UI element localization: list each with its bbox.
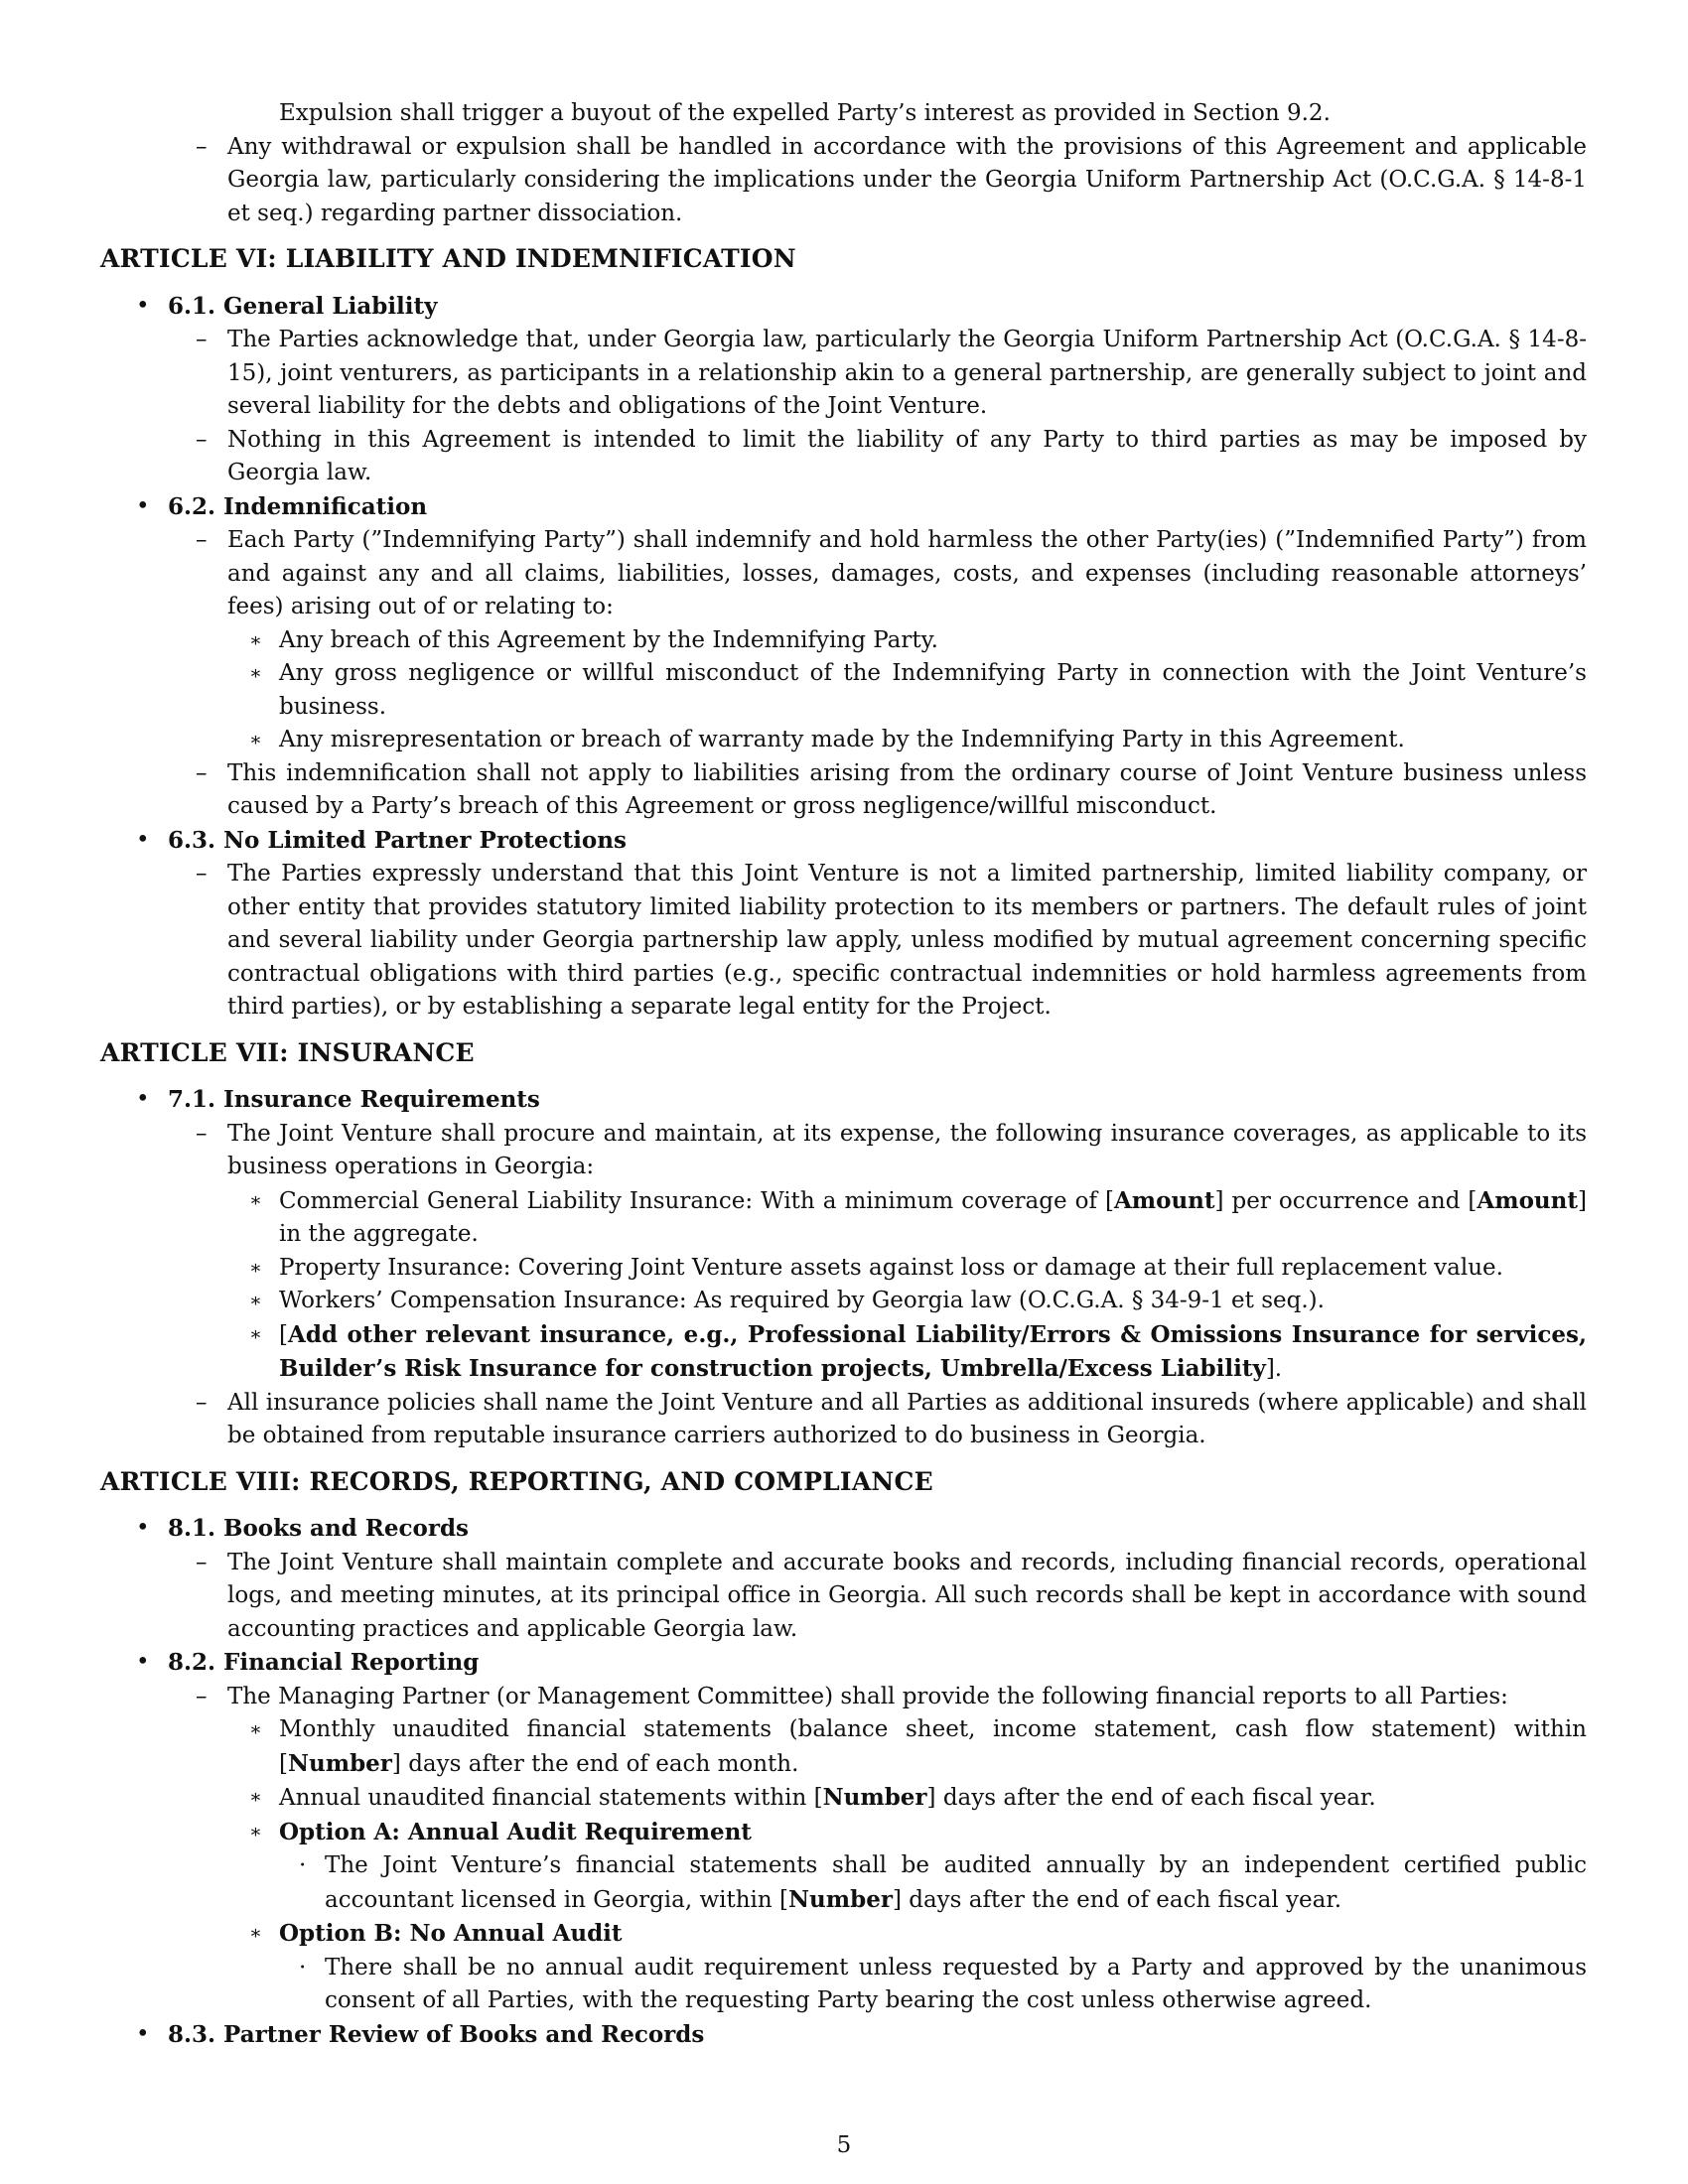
asterisk-marker: ∗ [249,1290,262,1311]
list-item: – The Joint Venture shall maintain complete and accurate books and records, including financial records, operational logs, and meeting minutes, at its principal office in Georgia. All such records shall be kept in accordance with sound accounting practices and applicable Georgia law. [100,1547,1587,1647]
list-item: – All insurance policies shall name the Joint Venture and all Parties as additional insureds (where applicable) and shall be obtained from reputable insurance carriers authorized to do business in Georgia. [100,1387,1587,1453]
asterisk-marker: ∗ [249,1718,262,1740]
asterisk-marker: ∗ [249,1322,262,1345]
list-item: – The Parties acknowledge that, under Georgia law, particularly the Georgia Uniform Partnership Act (O.C.G.A. § 14-8-15), joint venturers, as participants in a relationship akin to a general partnership, are generally subject to joint and several liability for the debts and obligations of the Joint Venture. [100,324,1587,424]
asterisk-marker: ∗ [249,1922,262,1944]
asterisk-marker: ∗ [249,1820,262,1843]
section-item [100,2018,1587,2053]
dot-marker: · [299,1852,307,1878]
dash-marker: – [196,1549,208,1575]
section-title: 6.2. Indemnification [168,492,428,520]
bullet-marker: • [136,292,150,319]
section-list [100,1083,1587,1453]
section-item [100,490,1587,525]
list-item: · There shall be no annual audit requirement unless requested by a Party and approved by the unanimous consent of all Parties, with the requesting Party bearing the cost unless otherwise agreed. [100,1952,1587,2018]
section-title: 6.1. General Liability [168,292,438,320]
bullet-marker: • [136,1649,150,1675]
section-list [100,290,1587,1024]
list-item [100,1917,1587,1952]
article-heading: ARTICLE VII: INSURANCE [100,1037,475,1067]
placeholder-instruction: Add other relevant insurance, e.g., Professional Liability/Errors & Omissions Insurance for services, Builder’s Risk Insurance for construction projects, Umbrella/Excess Liability [279,1320,1587,1382]
list-item [100,1816,1587,1850]
section-title: 6.3. No Limited Partner Protections [168,826,627,854]
section-title: 8.1. Books and Records [168,1515,469,1542]
list-item: ∗ Any gross negligence or willful misconduct of the Indemnifying Party in connection with the Joint Venture’s business. [100,657,1587,724]
list-item: ∗ Monthly unaudited financial statements (balance sheet, income statement, cash flow statement) within [Number] days after the end of each month. [100,1713,1587,1781]
bullet-marker: • [136,826,150,853]
section-item [100,824,1587,859]
dash-marker: – [196,327,208,352]
list-item: ∗ Workers’ Compensation Insurance: As required by Georgia law (O.C.G.A. § 34-9-1 et seq.). [100,1285,1587,1318]
list-item: · The Joint Venture’s financial statements shall be audited annually by an independent certified public accountant licensed in Georgia, within [Number] days after the end of each fiscal year. [100,1849,1587,1917]
placeholder-amount: Amount [1113,1186,1215,1214]
article-heading: ARTICLE VI: LIABILITY AND INDEMNIFICATION [100,244,796,273]
list-item: – The Joint Venture shall procure and maintain, at its expense, the following insurance coverages, as applicable to its business operations in Georgia: [100,1118,1587,1184]
list-item: – This indemnification shall not apply to liabilities arising from the ordinary course of Joint Venture business unless caused by a Party’s breach of this Agreement or gross negligence/willful misconduct. [100,757,1587,824]
asterisk-marker: ∗ [249,628,262,651]
dash-marker: – [196,1120,208,1147]
section-title: 7.1. Insurance Requirements [168,1086,540,1113]
dot-marker: · [299,1954,307,1980]
dash-marker: – [196,1683,208,1709]
list-item: ∗ Commercial General Liability Insurance: With a minimum coverage of [Amount] per occurrence and [Amount] in the aggregate. [100,1184,1587,1252]
placeholder-number: Number [788,1885,893,1913]
bullet-marker: • [136,1515,150,1541]
continuation-text: Expulsion shall trigger a buyout of the expelled Party’s interest as provided in Section 9.2. [279,100,1331,126]
bullet-marker: • [136,2020,150,2047]
asterisk-marker: ∗ [249,1256,262,1279]
section-title: 8.2. Financial Reporting [168,1649,480,1676]
dash-marker: – [196,759,208,786]
list-item: ∗ Any misrepresentation or breach of warranty made by the Indemnifying Party in this Agreement. [100,724,1587,757]
list-item: – The Parties expressly understand that this Joint Venture is not a limited partnership, limited liability company, or other entity that provides statutory limited liability protection to its members or partners. The default rules of joint and several liability under Georgia partnership law apply, unless modified by mutual agreement concerning specific contractual obligations with third parties (e.g., specific contractual indemnities or hold harmless agreements from third parties), or by establishing a separate legal entity for the Project. [100,858,1587,1024]
dash-marker: – [196,133,208,160]
list-item: ∗ Property Insurance: Covering Joint Venture assets against loss or damage at their full replacement value. [100,1252,1587,1286]
section-list [100,1512,1587,2052]
list-item: ∗ [Add other relevant insurance, e.g., Professional Liability/Errors & Omissions Insurance for services, Builder’s Risk Insurance for construction projects, Umbrella/Excess Liability]. [100,1318,1587,1387]
document-body [100,97,1587,2052]
bullet-marker: • [136,1086,150,1112]
list-item: – Nothing in this Agreement is intended to limit the liability of any Party to third parties as may be imposed by Georgia law. [100,424,1587,490]
dash-marker: – [196,861,208,887]
placeholder-amount: Amount [1477,1186,1578,1214]
article-heading: ARTICLE VIII: RECORDS, REPORTING, AND COMPLIANCE [100,1466,933,1496]
asterisk-marker: ∗ [249,1786,262,1808]
section-title: 8.3. Partner Review of Books and Records [168,2020,705,2048]
option-title: Option B: No Annual Audit [279,1920,623,1947]
list-item: ∗ Any breach of this Agreement by the Indemnifying Party. [100,624,1587,658]
option-title: Option A: Annual Audit Requirement [279,1818,752,1845]
page-number: 5 [836,2132,852,2158]
section-item [100,1512,1587,1547]
placeholder-number: Number [822,1784,927,1811]
list-item: – The Managing Partner (or Management Committee) shall provide the following financial reports to all Parties: [100,1681,1587,1714]
dash-marker: – [196,1389,208,1416]
asterisk-marker: ∗ [249,729,262,751]
section-item [100,1646,1587,1681]
section-item [100,290,1587,325]
bullet-marker: • [136,492,150,519]
list-item: – Any withdrawal or expulsion shall be handled in accordance with the provisions of this Agreement and applicable Georgia law, particularly considering the implications under the Georgia Uniform Partnership Act (O.C.G.A. § 14-8-1 et seq.) regarding partner dissociation. [100,131,1587,231]
placeholder-number: Number [287,1749,392,1777]
section-item [100,1083,1587,1118]
list-item: ∗ Annual unaudited financial statements within [Number] days after the end of each fiscal year. [100,1781,1587,1816]
dash-marker: – [196,426,208,453]
list-item: – Each Party (”Indemnifying Party”) shall indemnify and hold harmless the other Party(ies) (”Indemnified Party”) from and against any and all claims, liabilities, losses, damages, costs, and expenses (including reasonable attorneys’ fees) arising out of or relating to: [100,524,1587,624]
asterisk-marker: ∗ [249,1188,262,1211]
dash-marker: – [196,527,208,553]
asterisk-marker: ∗ [249,662,262,684]
